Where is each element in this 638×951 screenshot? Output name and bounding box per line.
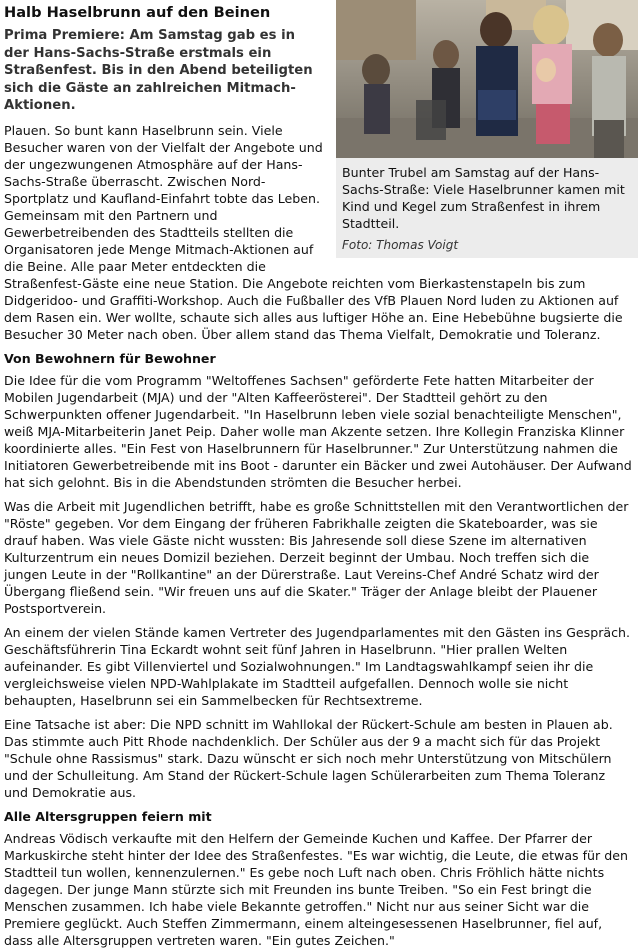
photo-credit: Foto: Thomas Voigt	[342, 238, 459, 252]
article-title: Halb Haselbrunn auf den Beinen	[4, 4, 271, 21]
article-lead: Prima Premiere: Am Samstag gab es in der Hans-Sachs-Straße erstmals ein Straßenfest. Bis in den Abend beteiligten sich die Gäste an zahlreichen Mitmach-Aktionen.	[4, 28, 313, 113]
article-paragraph: An einem der vielen Stände kamen Vertreter des Jugendparlamentes mit den Gästen ins Gespräch. Geschäftsführerin Tina Eckardt wohnt seit fünf Jahren in Haselbrunn. "Hier prallen Welten aufeinander. Es gibt Villenviertel und Sozialwohnungen." Im Landtagswahlkampf seien ihr die vergleichsweise vielen NPD-Wahlplakate im Stadtteil aufgefallen. Dennoch wolle sie nicht behaupten, Haselbrunn sei ein Sammelbecken für Rechtsextreme.	[4, 624, 631, 708]
article-figure	[336, 0, 638, 258]
section-heading: Von Bewohnern für Bewohner	[4, 350, 216, 366]
photo-caption: Bunter Trubel am Samstag auf der Hans-Sachs-Straße: Viele Haselbrunner kamen mit Kind und Kegel zum Straßenfest in ihrem Stadtteil.	[342, 165, 625, 231]
article-paragraph: Was die Arbeit mit Jugendlichen betrifft, habe es große Schnittstellen mit den Verantwortlichen der "Röste" gegeben. Vor dem Eingang der früheren Fabrikhalle zeigten die Skateboarder, was sie drauf haben. Was viele Gäste nicht wussten: Bis Jahresende soll diese Szene im alternativen Kulturzentrum ein neues Domizil beziehen. Derzeit beginnt der Umbau. Noch treffen sich die jungen Leute in der "Rollkantine" an der Dürerstraße. Laut Vereins-Chef André Schatz wird der Übergang fließend sein. "Wir freuen uns auf die Skater." Träger der Anlage bleibt der Plauener Postsportverein.	[4, 498, 629, 616]
section-heading: Alle Altersgruppen feiern mit	[4, 808, 212, 824]
article-paragraph: Eine Tatsache ist aber: Die NPD schnitt im Wahllokal der Rückert-Schule am besten in Plauen ab. Das stimmte auch Pitt Rhode nachdenklich. Der Schüler aus der 9 a macht sich für das Projekt "Schule ohne Rassismus" stark. Dazu wünscht er sich noch mehr Unterstützung von Mitschülern und der Schulleitung. Am Stand der Rückert-Schule lagen Schülerarbeiten zum Thema Toleranz und Demokratie aus.	[4, 716, 613, 800]
article-paragraph: Plauen. So bunt kann Haselbrunn sein. Viele Besucher waren von der Vielfalt der Angebote und der ungezwungenen Atmosphäre auf der Hans-Sachs-Straße überrascht. Zwischen Nord-Sportplatz und Kaufland-Einfahrt tobte das Leben. Gemeinsam mit den Partnern und Gewerbetreibenden des Stadtteils stellten die Organisatoren jede Menge Mitmach-Aktionen auf die Beine. Alle paar Meter entdeckten die Straßenfest-Gäste eine neue Station. Die Angebote reichten vom Bierkastenstapeln bis zum Didgeridoo- und Graffiti-Workshop. Auch die Fußballer des VfB Plauen Nord luden zu Aktionen auf dem Rasen ein. Wer wollte, schaute sich alles aus luftiger Höhe an. Eine Hebebühne bugsierte die Besucher 30 Meter nach oben. Über allem stand das Thema Vielfalt, Demokratie und Toleranz.	[4, 122, 623, 342]
street-festival-photo[interactable]	[336, 0, 638, 158]
article-paragraph: Andreas Vödisch verkaufte mit den Helfern der Gemeinde Kuchen und Kaffee. Der Pfarrer der Markuskirche steht hinter der Idee des Straßenfestes. "Es war wichtig, die Leute, die etwas für den Stadtteil tun wollen, kennenzulernen." Es gebe noch Luft nach oben. Chris Fröhlich hätte nichts dagegen. Der junge Mann stürzte sich mit Freunden ins bunte Treiben. "So ein Fest bringt die Menschen zusammen. Ich habe viele Bekannte getroffen." Nicht nur aus seiner Sicht war die Premiere geglückt. Auch Steffen Zimmermann, einem alteingesessenen Haselbrunner, fiel auf, dass alle Altersgruppen vertreten waren. "Ein gutes Zeichen."	[4, 830, 628, 948]
article-paragraph: Die Idee für die vom Programm "Weltoffenes Sachsen" geförderte Fete hatten Mitarbeiter der Mobilen Jugendarbeit (MJA) und der "Alten Kaffeerösterei". Der Stadtteil gehört zu den Schwerpunkten offener Jugendarbeit. "In Haselbrunn leben viele sozial benachteiligte Menschen", weiß MJA-Mitarbeiterin Janet Peip. Daher wolle man Akzente setzen. Ihre Kollegin Franziska Klinner koordinierte alles. "Ein Fest von Haselbrunnern für Haselbrunner." Zur Unterstützung nahmen die Initiatoren Gewerbetreibende mit ins Boot - darunter ein Bäcker und zwei Autohäuser. Der Aufwand hat sich gelohnt. Bis in die Abendstunden strömten die Besucher herbei.	[4, 372, 632, 490]
